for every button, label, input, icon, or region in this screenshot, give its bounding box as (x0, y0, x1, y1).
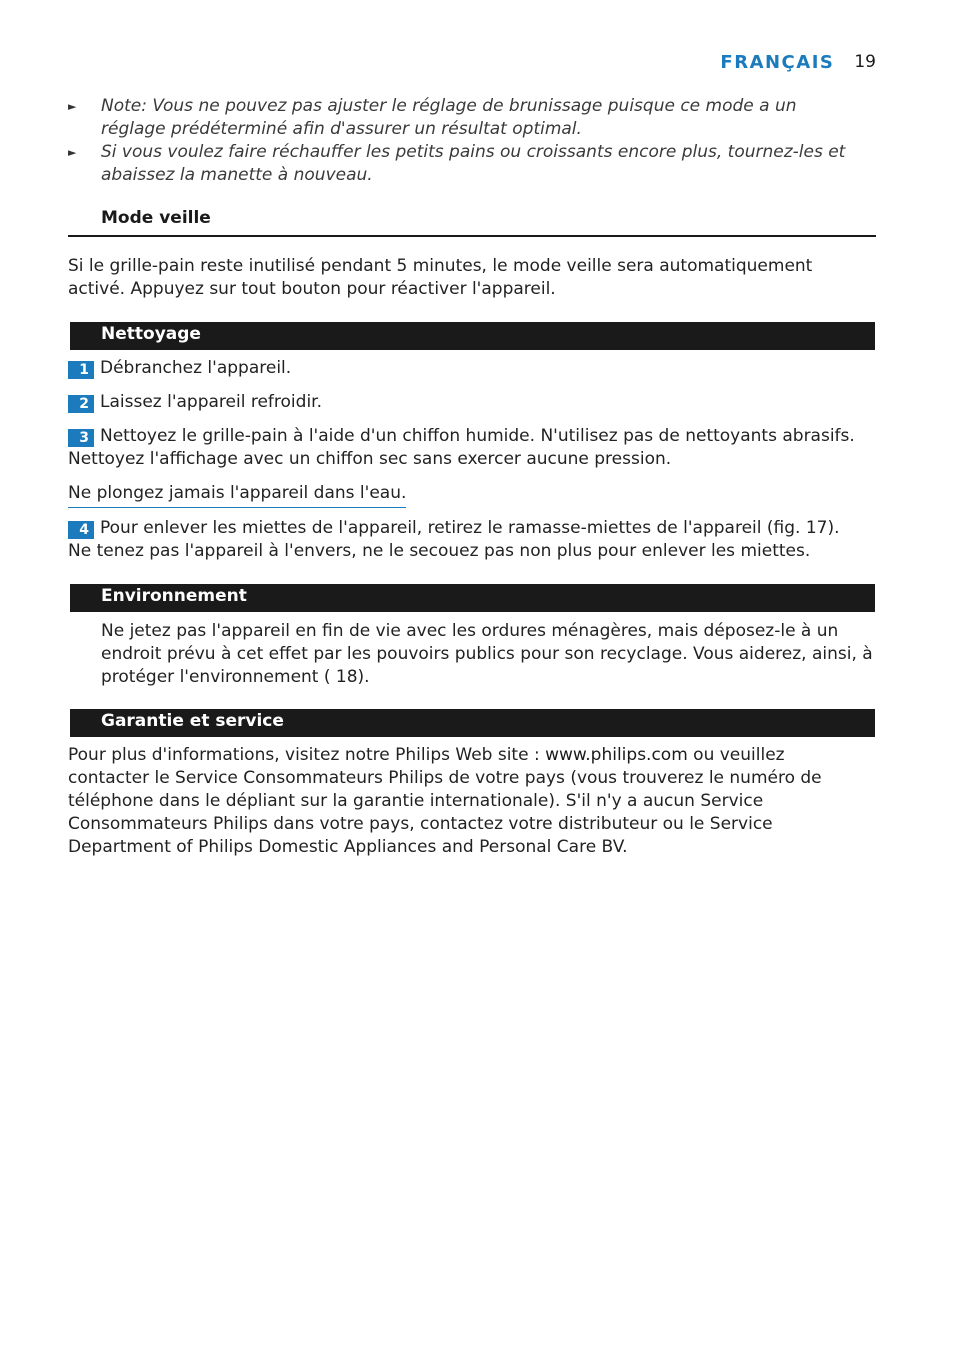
step-note: Nettoyez l'affichage avec un chiffon sec sans exercer aucune pression. (68, 449, 672, 469)
step-number-badge: 1 (68, 361, 94, 379)
step-text: Laissez l'appareil refroidir. (100, 392, 322, 412)
bullet-arrow-icon: ► (68, 146, 77, 159)
step-text: Débranchez l'appareil. (100, 358, 292, 378)
step-text: Nettoyez le grille-pain à l'aide d'un chiffon humide. N'utilisez pas de nettoyants abrasifs. (100, 426, 855, 446)
step-text: Pour enlever les miettes de l'appareil, retirez le ramasse-miettes de l'appareil (fig. 17). (100, 518, 840, 538)
section-bar-warranty (70, 709, 875, 737)
section-bar-cleaning (70, 322, 875, 350)
step-item (68, 391, 868, 414)
step-item (68, 357, 868, 380)
step-note: Ne tenez pas l'appareil à l'envers, ne le secouez pas non plus pour enlever les miettes. (68, 541, 811, 561)
step-number-badge: 4 (68, 521, 94, 539)
section-rule (68, 235, 876, 237)
website-link[interactable]: www.philips.com (545, 745, 688, 765)
page-header (720, 50, 876, 74)
warning-text: Ne plongez jamais l'appareil dans l'eau. (68, 482, 406, 508)
warranty-text-end: ou veuillez contacter le Service Consommateurs Philips de votre pays (vous trouverez le numéro de téléphone dans le dépliant sur la garantie internationale). S'il n'y a aucun Service Consommateurs Philips dans votre pays, contactez votre distributeur ou le Service Department of Philips Domestic Appliances and Personal Care BV. (68, 745, 822, 857)
step-number-badge: 2 (68, 395, 94, 413)
warranty-text-start: Pour plus d'informations, visitez notre Philips Web site : (68, 745, 546, 765)
step-item (68, 517, 868, 540)
note-text: Si vous voulez faire réchauffer les petits pains ou croissants encore plus, tournez-les et abaissez la manette à nouveau. (101, 142, 846, 185)
environment-text: Ne jetez pas l'appareil en fin de vie avec les ordures ménagères, mais déposez-le à un endroit prévu à cet effet par les pouvoirs publics pour son recyclage. Vous aiderez, ainsi, à protéger l'environnement ( 18). (101, 621, 873, 687)
step-number-badge: 3 (68, 429, 94, 447)
language-label: FRANÇAIS (720, 51, 835, 73)
standby-text: Si le grille-pain reste inutilisé pendant 5 minutes, le mode veille sera automatiquement activé. Appuyez sur tout bouton pour réactiver l'appareil. (68, 256, 813, 299)
note-item (68, 95, 858, 141)
section-title: Environnement (101, 586, 247, 606)
section-bar-environment (70, 584, 875, 612)
page-number: 19 (854, 52, 876, 72)
note-item (68, 141, 858, 187)
standby-heading: Mode veille (101, 208, 211, 228)
section-title: Garantie et service (101, 711, 284, 731)
bullet-arrow-icon: ► (68, 100, 77, 113)
note-text: Note: Vous ne pouvez pas ajuster le réglage de brunissage puisque ce mode a un réglage prédéterminé afin d'assurer un résultat optimal. (101, 96, 797, 139)
section-title: Nettoyage (101, 324, 201, 344)
warranty-text (68, 744, 868, 859)
step-item (68, 425, 868, 448)
